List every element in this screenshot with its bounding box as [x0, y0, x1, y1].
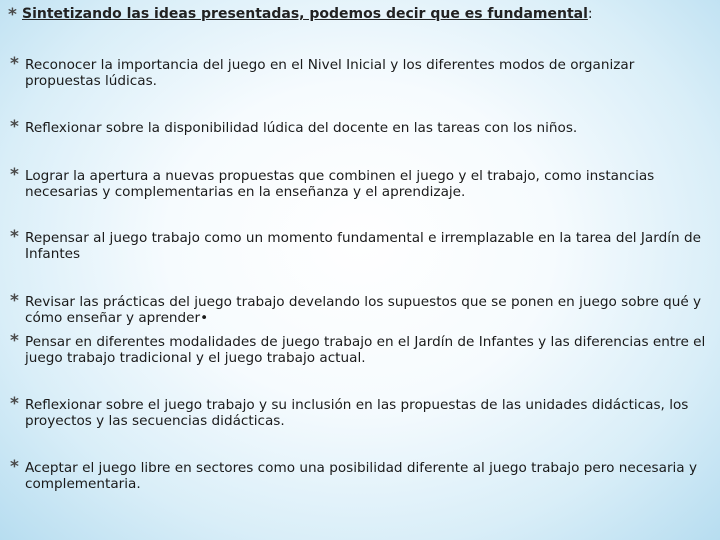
- bullet-text: Revisar las prácticas del juego trabajo develando los supuestos que se ponen en juego sobre qué y cómo enseñar y aprender•: [25, 294, 702, 326]
- bullet-item: [10, 331, 712, 366]
- bullet-item: [10, 227, 712, 262]
- bullet-item: [10, 165, 712, 200]
- bullet-star-icon: *: [10, 291, 19, 311]
- bullet-star-icon: *: [10, 117, 19, 137]
- bullet-star-icon: *: [10, 227, 19, 247]
- bullet-star-icon: *: [10, 165, 19, 185]
- bullet-item: [10, 457, 712, 492]
- bullet-text: Reflexionar sobre el juego trabajo y su inclusión en las propuestas de las unidades didácticas, los proyectos y las secuencias didácticas.: [25, 397, 689, 429]
- heading-text: Sintetizando las ideas presentadas, podemos decir que es fundamental: [22, 6, 588, 22]
- bullet-star-icon: *: [10, 457, 19, 477]
- bullet-item: [10, 394, 712, 429]
- bullet-text: Lograr la apertura a nuevas propuestas que combinen el juego y el trabajo, como instancias necesarias y complementarias en la enseñanza y el aprendizaje.: [25, 168, 655, 200]
- bullet-item: [10, 117, 712, 137]
- bullet-text: Reconocer la importancia del juego en el Nivel Inicial y los diferentes modos de organizar propuestas lúdicas.: [25, 57, 635, 89]
- heading-colon: :: [587, 6, 593, 22]
- bullet-star-icon: *: [8, 5, 17, 25]
- bullet-item: [10, 291, 712, 326]
- bullet-star-icon: *: [10, 394, 19, 414]
- bullet-star-icon: *: [10, 54, 19, 74]
- bullet-item: [10, 54, 712, 89]
- bullet-text: Repensar al juego trabajo como un momento fundamental e irremplazable en la tarea del Jardín de Infantes: [25, 230, 701, 262]
- bullet-star-icon: *: [10, 331, 19, 351]
- bullet-text: Aceptar el juego libre en sectores como una posibilidad diferente al juego trabajo pero necesaria y complementaria.: [25, 460, 698, 492]
- slide-heading: [8, 6, 708, 24]
- bullet-text: Reflexionar sobre la disponibilidad lúdica del docente en las tareas con los niños.: [25, 120, 578, 136]
- bullet-text: Pensar en diferentes modalidades de juego trabajo en el Jardín de Infantes y las diferencias entre el juego trabajo tradicional y el juego trabajo actual.: [25, 334, 706, 366]
